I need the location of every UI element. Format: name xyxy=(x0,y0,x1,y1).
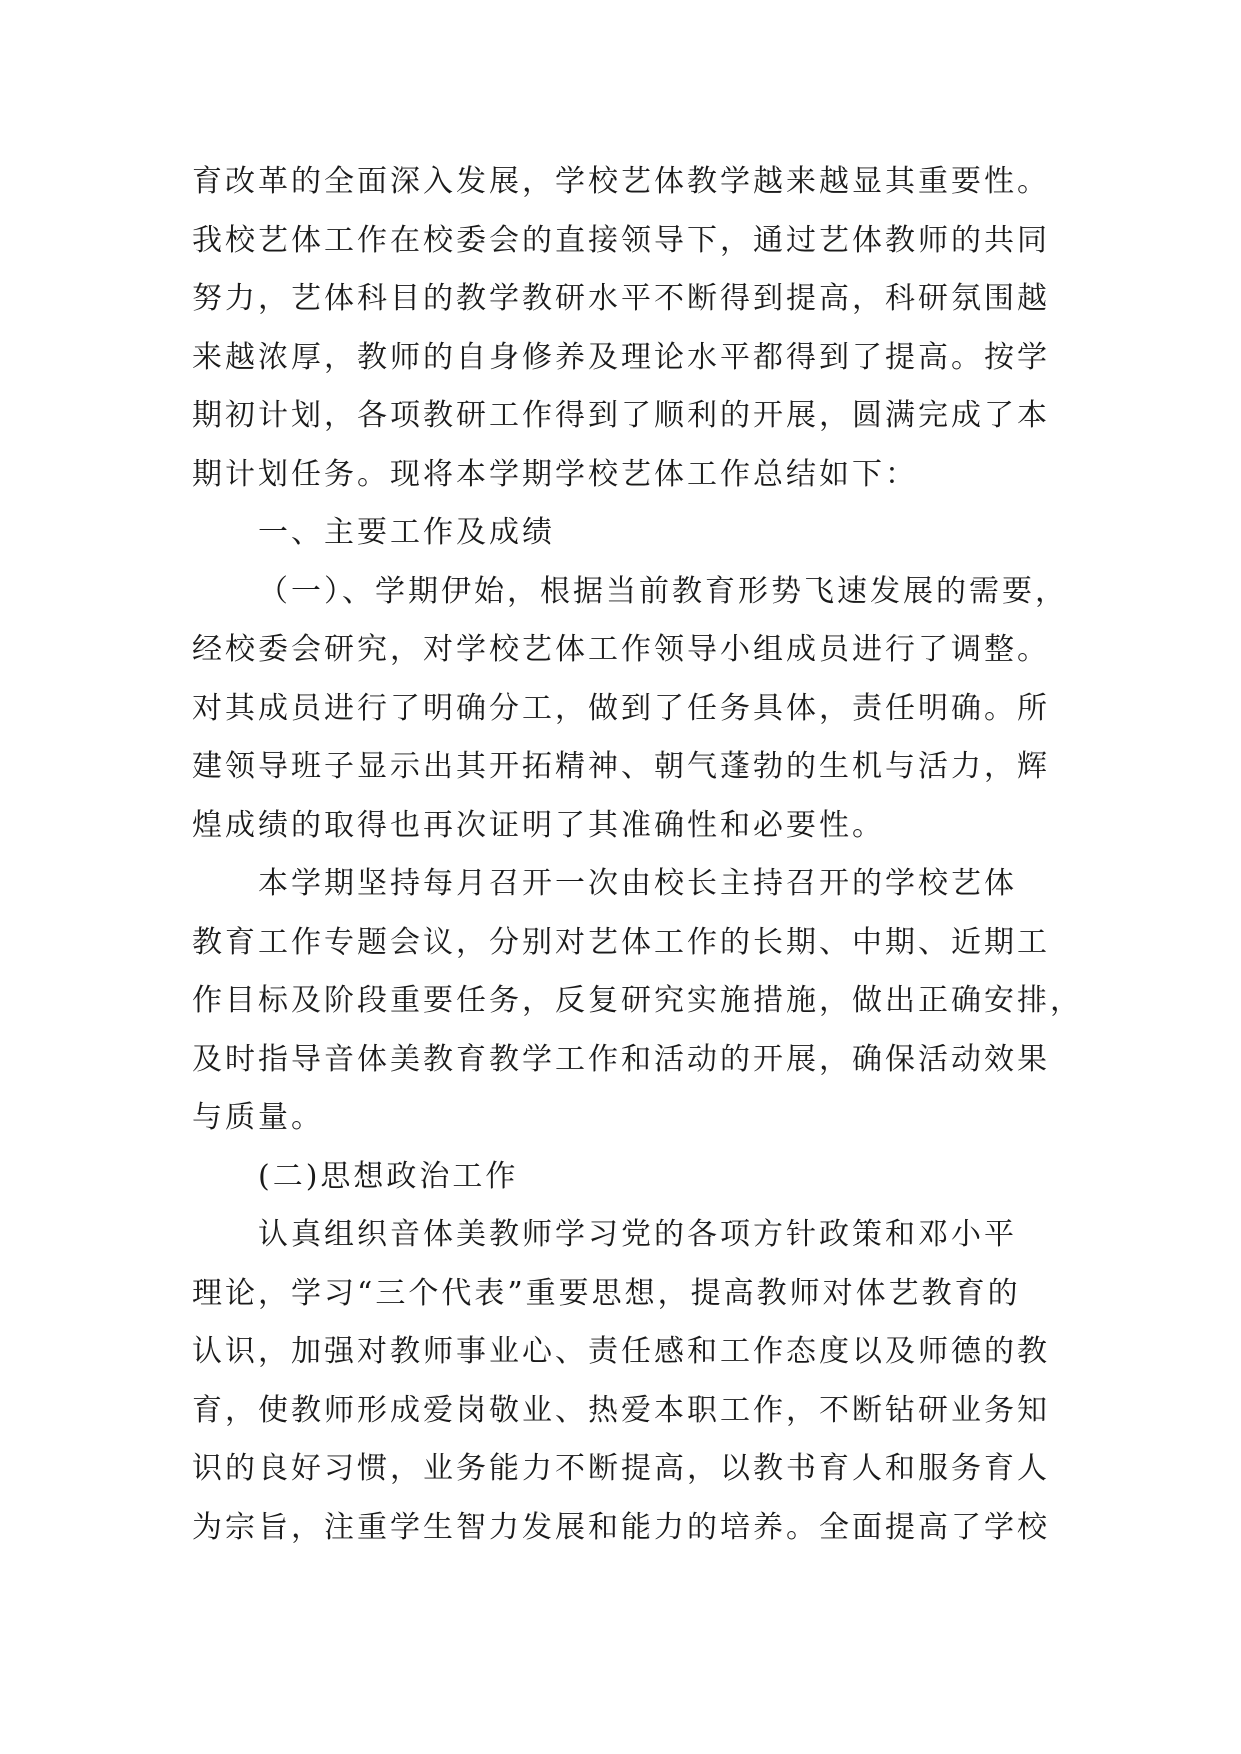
text-line: 及时指导音体美教育教学工作和活动的开展，确保活动效果 xyxy=(192,1041,1050,1077)
text-line: 期计划任务。现将本学期学校艺体工作总结如下： xyxy=(192,456,918,492)
text-line: 建领导班子显示出其开拓精神、朝气蓬勃的生机与活力，辉 xyxy=(192,749,1050,784)
section-heading: (二)思想政治工作 xyxy=(258,1158,519,1194)
text-line: 育改革的全面深入发展，学校艺体教学越来越显其重要性。 xyxy=(192,164,1050,199)
text-line: （一）、学期伊始，根据当前教育形势飞速发展的需要， xyxy=(258,573,1068,609)
section-heading: 一、主要工作及成绩 xyxy=(258,515,555,550)
text-line: 作目标及阶段重要任务，反复研究实施措施，做出正确安排， xyxy=(192,983,1083,1018)
text-line: 与质量。 xyxy=(192,1100,324,1135)
text-line: 期初计划，各项教研工作得到了顺利的开展，圆满完成了本 xyxy=(192,398,1050,433)
text-line: 对其成员进行了明确分工，做到了任务具体，责任明确。所 xyxy=(192,690,1050,726)
text-line: 理论，学习“三个代表”重要思想，提高教师对体艺教育的 xyxy=(192,1275,1021,1311)
text-line: 育，使教师形成爱岗敬业、热爱本职工作，不断钻研业务知 xyxy=(192,1392,1050,1428)
text-line: 认真组织音体美教师学习党的各项方针政策和邓小平 xyxy=(258,1217,1017,1252)
text-line: 教育工作专题会议，分别对艺体工作的长期、中期、近期工 xyxy=(192,924,1050,960)
document-body xyxy=(192,153,1083,1557)
text-line: 识的良好习惯，业务能力不断提高，以教书育人和服务育人 xyxy=(192,1451,1050,1486)
text-line: 经校委会研究，对学校艺体工作领导小组成员进行了调整。 xyxy=(192,632,1050,667)
text-line: 本学期坚持每月召开一次由校长主持召开的学校艺体 xyxy=(258,866,1017,901)
text-line: 认识，加强对教师事业心、责任感和工作态度以及师德的教 xyxy=(192,1334,1050,1369)
text-line: 为宗旨，注重学生智力发展和能力的培养。全面提高了学校 xyxy=(192,1509,1050,1545)
text-line: 努力，艺体科目的教学教研水平不断得到提高，科研氛围越 xyxy=(192,281,1050,316)
text-line: 来越浓厚，教师的自身修养及理论水平都得到了提高。按学 xyxy=(192,339,1050,375)
text-line: 煌成绩的取得也再次证明了其准确性和必要性。 xyxy=(192,807,885,843)
text-line: 我校艺体工作在校委会的直接领导下，通过艺体教师的共同 xyxy=(192,222,1050,258)
